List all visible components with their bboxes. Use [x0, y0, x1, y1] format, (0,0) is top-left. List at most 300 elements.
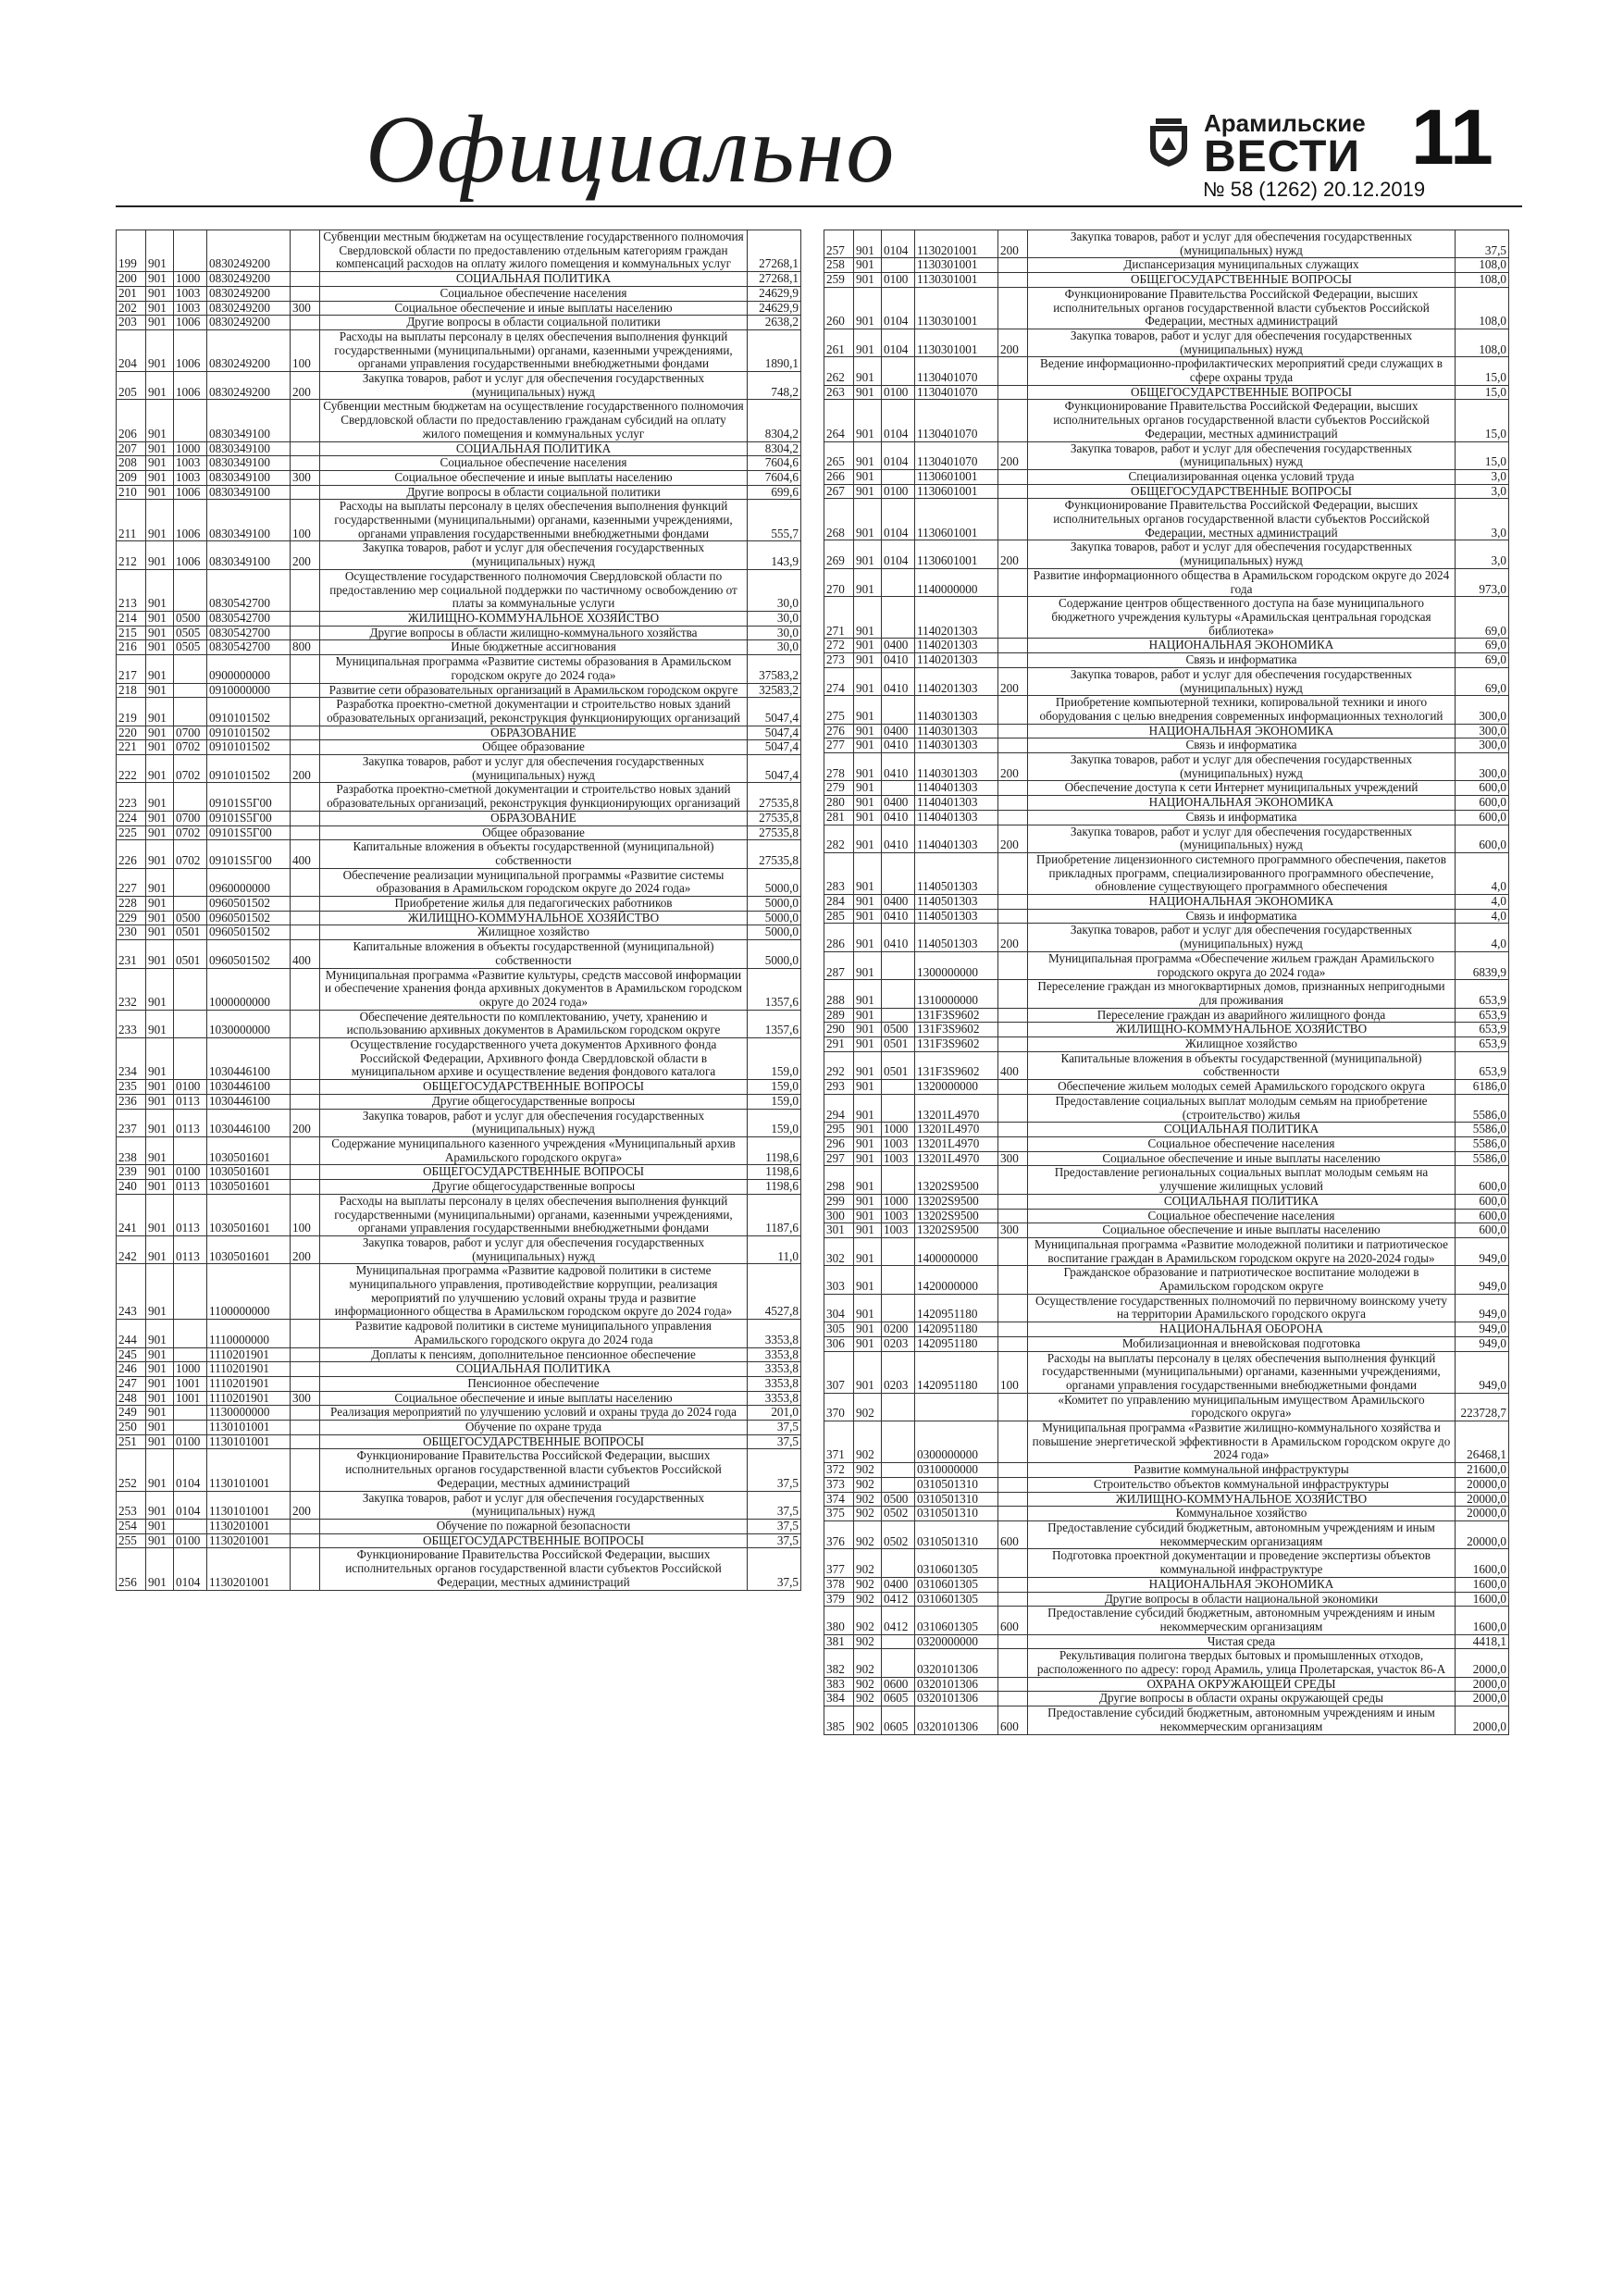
expense-type-code — [291, 569, 320, 611]
table-row — [117, 286, 801, 301]
row-number: 275 — [824, 696, 854, 724]
section-code: 0104 — [882, 499, 915, 540]
admin-code: 901 — [854, 1209, 882, 1223]
admin-code: 901 — [854, 825, 882, 852]
target-article-code: 0830542700 — [207, 569, 291, 611]
row-number: 270 — [824, 568, 854, 596]
admin-code: 901 — [854, 1151, 882, 1166]
right-rows — [824, 230, 1509, 1735]
description: Закупка товаров, работ и услуг для обеспечения государственных (муниципальных) нужд — [1028, 441, 1456, 469]
section-code: 0100 — [882, 484, 915, 499]
expense-type-code: 200 — [291, 1109, 320, 1136]
section-code: 0113 — [174, 1235, 207, 1263]
admin-code: 901 — [146, 1376, 174, 1391]
table-row — [824, 597, 1509, 639]
target-article-code: 131F3S9602 — [915, 1051, 998, 1079]
description: Социальное обеспечение населения — [320, 456, 748, 471]
admin-code: 901 — [146, 1533, 174, 1548]
description: Муниципальная программа «Развитие системы образования в Арамильском городском округе до 2024 года» — [320, 655, 748, 683]
description: Закупка товаров, работ и услуг для обеспечения государственных (муниципальных) нужд — [320, 1109, 748, 1136]
amount: 2000,0 — [1456, 1677, 1509, 1692]
amount: 1198,6 — [748, 1180, 801, 1195]
amount: 24629,9 — [748, 301, 801, 316]
row-number: 210 — [117, 485, 146, 500]
table-row — [824, 1507, 1509, 1521]
section-code — [882, 357, 915, 385]
section-code: 0501 — [174, 940, 207, 968]
table-row — [117, 1235, 801, 1263]
description: ОБЩЕГОСУДАРСТВЕННЫЕ ВОПРОСЫ — [320, 1080, 748, 1095]
admin-code: 902 — [854, 1692, 882, 1706]
target-article-code: 1130301001 — [915, 329, 998, 356]
section-code: 1003 — [174, 286, 207, 301]
row-number: 240 — [117, 1180, 146, 1195]
table-row — [117, 316, 801, 330]
row-number: 214 — [117, 611, 146, 626]
section-code — [882, 568, 915, 596]
row-number: 260 — [824, 287, 854, 329]
row-number: 278 — [824, 753, 854, 781]
target-article-code: 0830249200 — [207, 329, 291, 371]
amount: 748,2 — [748, 372, 801, 400]
section-code — [174, 783, 207, 811]
table-row — [117, 940, 801, 968]
amount: 37,5 — [748, 1533, 801, 1548]
section-code — [174, 569, 207, 611]
table-row — [824, 400, 1509, 441]
admin-code: 901 — [146, 783, 174, 811]
admin-code: 901 — [854, 653, 882, 668]
table-row — [824, 1151, 1509, 1166]
expense-type-code — [998, 1137, 1028, 1152]
table-row — [117, 470, 801, 485]
row-number: 374 — [824, 1492, 854, 1507]
admin-code: 901 — [854, 1008, 882, 1023]
expense-type-code — [291, 1137, 320, 1165]
admin-code: 902 — [854, 1463, 882, 1478]
row-number: 306 — [824, 1336, 854, 1351]
admin-code: 901 — [146, 1491, 174, 1519]
expense-type-code: 300 — [291, 1391, 320, 1406]
expense-type-code — [291, 740, 320, 755]
target-article-code: 0910101502 — [207, 740, 291, 755]
row-number: 377 — [824, 1549, 854, 1577]
description: ОБЩЕГОСУДАРСТВЕННЫЕ ВОПРОСЫ — [1028, 484, 1456, 499]
section-code — [174, 1421, 207, 1435]
expense-type-code — [291, 626, 320, 640]
row-number: 230 — [117, 925, 146, 940]
description: Коммунальное хозяйство — [1028, 1507, 1456, 1521]
description: СОЦИАЛЬНАЯ ПОЛИТИКА — [320, 1362, 748, 1377]
target-article-code: 1030501601 — [207, 1180, 291, 1195]
table-row — [117, 1533, 801, 1548]
admin-code: 901 — [854, 1237, 882, 1265]
description: Разработка проектно-сметной документации и строительство новых зданий образовательных организаций, реконструкция функционирующих организаций — [320, 698, 748, 726]
target-article-code: 1140301303 — [915, 738, 998, 753]
target-article-code: 1030501601 — [207, 1165, 291, 1180]
expense-type-code: 600 — [998, 1706, 1028, 1734]
table-row — [824, 1094, 1509, 1122]
description: Функционирование Правительства Российской Федерации, высших исполнительных органов государственной власти субъектов Российской Федерации, местных администраций — [320, 1449, 748, 1491]
section-code: 0501 — [174, 925, 207, 940]
row-number: 236 — [117, 1094, 146, 1109]
table-row — [824, 1577, 1509, 1592]
row-number: 242 — [117, 1235, 146, 1263]
description: Связь и информатика — [1028, 653, 1456, 668]
expense-type-code — [998, 1549, 1028, 1577]
section-code: 0400 — [882, 895, 915, 910]
section-code — [174, 1038, 207, 1080]
admin-code: 901 — [854, 639, 882, 653]
admin-code: 901 — [146, 1038, 174, 1080]
row-number: 298 — [824, 1166, 854, 1194]
expense-type-code — [998, 1322, 1028, 1337]
target-article-code: 1130101001 — [207, 1449, 291, 1491]
row-number: 222 — [117, 755, 146, 783]
description: Обучение по охране труда — [320, 1421, 748, 1435]
admin-code: 901 — [146, 541, 174, 569]
admin-code: 901 — [146, 470, 174, 485]
row-number: 224 — [117, 811, 146, 825]
amount: 699,6 — [748, 485, 801, 500]
row-number: 281 — [824, 810, 854, 825]
table-row — [824, 469, 1509, 484]
admin-code: 901 — [146, 286, 174, 301]
description: Закупка товаров, работ и услуг для обеспечения государственных (муниципальных) нужд — [1028, 329, 1456, 356]
admin-code: 901 — [854, 499, 882, 540]
description: Приобретение лицензионного системного программного обеспечения, пакетов прикладных программ, специализированного программного обеспечение, обновление существующего программного обеспечения — [1028, 852, 1456, 894]
section-code: 1000 — [174, 272, 207, 287]
description: СОЦИАЛЬНАЯ ПОЛИТИКА — [1028, 1123, 1456, 1137]
target-article-code: 1420951180 — [915, 1336, 998, 1351]
target-article-code: 0960501502 — [207, 897, 291, 912]
target-article-code: 1130301001 — [915, 287, 998, 329]
row-number: 232 — [117, 968, 146, 1010]
target-article-code: 1420951180 — [915, 1294, 998, 1322]
amount: 653,9 — [1456, 1008, 1509, 1023]
table-row — [824, 1023, 1509, 1037]
expense-type-code — [291, 1094, 320, 1109]
row-number: 207 — [117, 441, 146, 456]
admin-code: 901 — [146, 626, 174, 640]
target-article-code: 1130101001 — [207, 1491, 291, 1519]
table-row — [824, 1393, 1509, 1421]
description: Иные бюджетные ассигнования — [320, 640, 748, 655]
row-number: 216 — [117, 640, 146, 655]
description: Капитальные вложения в объекты государственной (муниципальной) собственности — [320, 940, 748, 968]
section-title: Официально — [365, 96, 897, 203]
amount: 300,0 — [1456, 696, 1509, 724]
admin-code: 901 — [146, 640, 174, 655]
expense-type-code — [291, 286, 320, 301]
description: СОЦИАЛЬНАЯ ПОЛИТИКА — [320, 272, 748, 287]
target-article-code: 1130601001 — [915, 484, 998, 499]
table-row — [824, 385, 1509, 400]
section-code: 1000 — [882, 1194, 915, 1209]
target-article-code: 0310601305 — [915, 1592, 998, 1607]
description: Капитальные вложения в объекты государственной (муниципальной) собственности — [1028, 1051, 1456, 1079]
table-row — [824, 540, 1509, 568]
amount: 108,0 — [1456, 287, 1509, 329]
admin-code: 901 — [854, 357, 882, 385]
section-code — [174, 1137, 207, 1165]
target-article-code: 1130101001 — [207, 1434, 291, 1449]
section-code: 0200 — [882, 1322, 915, 1337]
amount: 949,0 — [1456, 1336, 1509, 1351]
expense-type-code — [998, 499, 1028, 540]
description: ОБЩЕГОСУДАРСТВЕННЫЕ ВОПРОСЫ — [320, 1434, 748, 1449]
amount: 1890,1 — [748, 329, 801, 371]
row-number: 220 — [117, 726, 146, 740]
amount: 20000,0 — [1456, 1520, 1509, 1548]
target-article-code: 0830542700 — [207, 640, 291, 655]
target-article-code: 1110201901 — [207, 1391, 291, 1406]
target-article-code: 1320000000 — [915, 1080, 998, 1095]
row-number: 250 — [117, 1421, 146, 1435]
expense-type-code — [998, 738, 1028, 753]
section-code: 0203 — [882, 1351, 915, 1393]
row-number: 301 — [824, 1223, 854, 1238]
section-code: 0700 — [174, 811, 207, 825]
table-row — [117, 726, 801, 740]
expense-type-code: 200 — [998, 667, 1028, 695]
row-number: 294 — [824, 1094, 854, 1122]
section-code: 0100 — [174, 1533, 207, 1548]
table-row — [824, 796, 1509, 811]
expense-type-code: 100 — [291, 329, 320, 371]
target-article-code: 1130201001 — [207, 1548, 291, 1590]
table-row — [824, 753, 1509, 781]
expense-type-code: 200 — [998, 230, 1028, 258]
admin-code: 901 — [146, 1165, 174, 1180]
target-article-code: 13201L4970 — [915, 1123, 998, 1137]
admin-code: 901 — [854, 1137, 882, 1152]
table-row — [824, 653, 1509, 668]
row-number: 371 — [824, 1421, 854, 1463]
amount: 3353,8 — [748, 1320, 801, 1347]
target-article-code: 1130201001 — [207, 1519, 291, 1533]
section-code: 0500 — [174, 911, 207, 925]
amount: 20000,0 — [1456, 1507, 1509, 1521]
amount: 201,0 — [748, 1406, 801, 1421]
amount: 4,0 — [1456, 852, 1509, 894]
admin-code: 901 — [146, 1548, 174, 1590]
amount: 5000,0 — [748, 911, 801, 925]
table-row — [117, 301, 801, 316]
section-code: 1003 — [882, 1151, 915, 1166]
page-header — [116, 93, 1522, 203]
description: Мобилизационная и вневойсковая подготовка — [1028, 1336, 1456, 1351]
amount: 15,0 — [1456, 357, 1509, 385]
section-code: 0400 — [882, 796, 915, 811]
table-row — [824, 1421, 1509, 1463]
expense-type-code — [998, 484, 1028, 499]
expense-type-code — [998, 1421, 1028, 1463]
description: Закупка товаров, работ и услуг для обеспечения государственных (муниципальных) нужд — [1028, 825, 1456, 852]
description: Обучение по пожарной безопасности — [320, 1519, 748, 1533]
section-code: 0500 — [882, 1023, 915, 1037]
expense-type-code — [998, 1194, 1028, 1209]
row-number: 257 — [824, 230, 854, 258]
table-row — [117, 1421, 801, 1435]
section-code — [174, 897, 207, 912]
amount: 3,0 — [1456, 499, 1509, 540]
description: Другие вопросы в области жилищно-коммунального хозяйства — [320, 626, 748, 640]
expense-type-code — [291, 1320, 320, 1347]
target-article-code: 1110201901 — [207, 1376, 291, 1391]
row-number: 261 — [824, 329, 854, 356]
section-code — [174, 655, 207, 683]
amount: 600,0 — [1456, 781, 1509, 796]
description: Социальное обеспечение и иные выплаты населению — [320, 470, 748, 485]
admin-code: 901 — [854, 1023, 882, 1037]
row-number: 211 — [117, 500, 146, 541]
section-code: 0410 — [882, 810, 915, 825]
target-article-code: 1420951180 — [915, 1351, 998, 1393]
target-article-code: 0310501310 — [915, 1507, 998, 1521]
expense-type-code: 100 — [998, 1351, 1028, 1393]
target-article-code: 0960501502 — [207, 925, 291, 940]
table-row — [117, 925, 801, 940]
row-number: 379 — [824, 1592, 854, 1607]
table-row — [824, 1336, 1509, 1351]
row-number: 285 — [824, 909, 854, 924]
description: Социальное обеспечение населения — [1028, 1209, 1456, 1223]
target-article-code: 0910101502 — [207, 726, 291, 740]
description: Закупка товаров, работ и услуг для обеспечения государственных (муниципальных) нужд — [1028, 924, 1456, 951]
row-number: 303 — [824, 1266, 854, 1294]
target-article-code: 1140301303 — [915, 753, 998, 781]
description: Чистая среда — [1028, 1634, 1456, 1649]
target-article-code: 1140401303 — [915, 810, 998, 825]
description: Другие вопросы в области охраны окружающей среды — [1028, 1692, 1456, 1706]
expense-type-code — [998, 1507, 1028, 1521]
table-row — [824, 1037, 1509, 1052]
description: Приобретение жилья для педагогических работников — [320, 897, 748, 912]
table-row — [824, 1123, 1509, 1137]
target-article-code: 0830542700 — [207, 626, 291, 640]
section-code — [174, 400, 207, 441]
admin-code: 902 — [854, 1477, 882, 1492]
amount: 2000,0 — [1456, 1706, 1509, 1734]
table-row — [824, 1706, 1509, 1734]
amount: 300,0 — [1456, 738, 1509, 753]
row-number: 204 — [117, 329, 146, 371]
section-code: 0410 — [882, 825, 915, 852]
expense-type-code — [291, 1347, 320, 1362]
section-code: 1003 — [882, 1209, 915, 1223]
description: Осуществление государственных полномочий по первичному воинскому учету на территории Арамильского городского округа — [1028, 1294, 1456, 1322]
expense-type-code — [998, 1463, 1028, 1478]
admin-code: 901 — [854, 1322, 882, 1337]
table-row — [824, 329, 1509, 356]
admin-code: 901 — [146, 1264, 174, 1320]
right-column — [824, 230, 1509, 1735]
row-number: 378 — [824, 1577, 854, 1592]
row-number: 297 — [824, 1151, 854, 1166]
admin-code: 902 — [854, 1507, 882, 1521]
expense-type-code: 200 — [998, 753, 1028, 781]
target-article-code: 1140201303 — [915, 639, 998, 653]
description: Доплаты к пенсиям, дополнительное пенсионное обеспечение — [320, 1347, 748, 1362]
admin-code: 901 — [854, 796, 882, 811]
description: Общее образование — [320, 825, 748, 840]
expense-type-code: 200 — [998, 441, 1028, 469]
admin-code: 902 — [854, 1706, 882, 1734]
admin-code: 901 — [146, 698, 174, 726]
table-row — [824, 639, 1509, 653]
table-row — [117, 1449, 801, 1491]
row-number: 385 — [824, 1706, 854, 1734]
target-article-code: 0960501502 — [207, 940, 291, 968]
expense-type-code: 300 — [998, 1223, 1028, 1238]
admin-code: 901 — [146, 1421, 174, 1435]
description: Предоставление субсидий бюджетным, автономным учреждениям и иным некоммерческим организациям — [1028, 1706, 1456, 1734]
admin-code: 901 — [854, 540, 882, 568]
admin-code: 901 — [854, 568, 882, 596]
expense-type-code — [998, 1477, 1028, 1492]
row-number: 292 — [824, 1051, 854, 1079]
table-row — [117, 1080, 801, 1095]
table-row — [117, 640, 801, 655]
row-number: 221 — [117, 740, 146, 755]
table-row — [117, 1320, 801, 1347]
section-code: 0113 — [174, 1180, 207, 1195]
row-number: 284 — [824, 895, 854, 910]
table-row — [117, 655, 801, 683]
row-number: 283 — [824, 852, 854, 894]
expense-type-code — [998, 1294, 1028, 1322]
description: Социальное обеспечение населения — [1028, 1137, 1456, 1152]
row-number: 293 — [824, 1080, 854, 1095]
expense-type-code — [291, 1376, 320, 1391]
expense-type-code — [291, 868, 320, 896]
table-row — [117, 230, 801, 272]
description: Функционирование Правительства Российской Федерации, высших исполнительных органов государственной власти субъектов Российской Федерации, местных администраций — [320, 1548, 748, 1590]
admin-code: 901 — [854, 852, 882, 894]
description: Развитие коммунальной инфраструктуры — [1028, 1463, 1456, 1478]
expense-type-code — [998, 980, 1028, 1008]
table-row — [824, 1051, 1509, 1079]
expense-type-code: 100 — [291, 1194, 320, 1235]
section-code: 0500 — [174, 611, 207, 626]
table-row — [824, 1351, 1509, 1393]
expense-type-code: 400 — [291, 840, 320, 868]
target-article-code: 1420951180 — [915, 1322, 998, 1337]
table-row — [824, 287, 1509, 329]
description: НАЦИОНАЛЬНАЯ ЭКОНОМИКА — [1028, 1577, 1456, 1592]
target-article-code: 1110201901 — [207, 1347, 291, 1362]
row-number: 370 — [824, 1393, 854, 1421]
amount: 108,0 — [1456, 258, 1509, 273]
admin-code: 901 — [854, 924, 882, 951]
expense-type-code — [291, 1434, 320, 1449]
amount: 37,5 — [748, 1519, 801, 1533]
description: Приобретение компьютерной техники, копировальной техники и иного оборудования с целью внедрения современных информационных технологий — [1028, 696, 1456, 724]
amount: 5047,4 — [748, 755, 801, 783]
section-code — [882, 1634, 915, 1649]
section-code: 0410 — [882, 738, 915, 753]
table-row — [824, 895, 1509, 910]
row-number: 268 — [824, 499, 854, 540]
target-article-code: 0830249200 — [207, 286, 291, 301]
expense-type-code — [291, 1165, 320, 1180]
section-code — [882, 258, 915, 273]
admin-code: 902 — [854, 1677, 882, 1692]
section-code: 1006 — [174, 316, 207, 330]
target-article-code: 1140201303 — [915, 667, 998, 695]
table-row — [824, 441, 1509, 469]
